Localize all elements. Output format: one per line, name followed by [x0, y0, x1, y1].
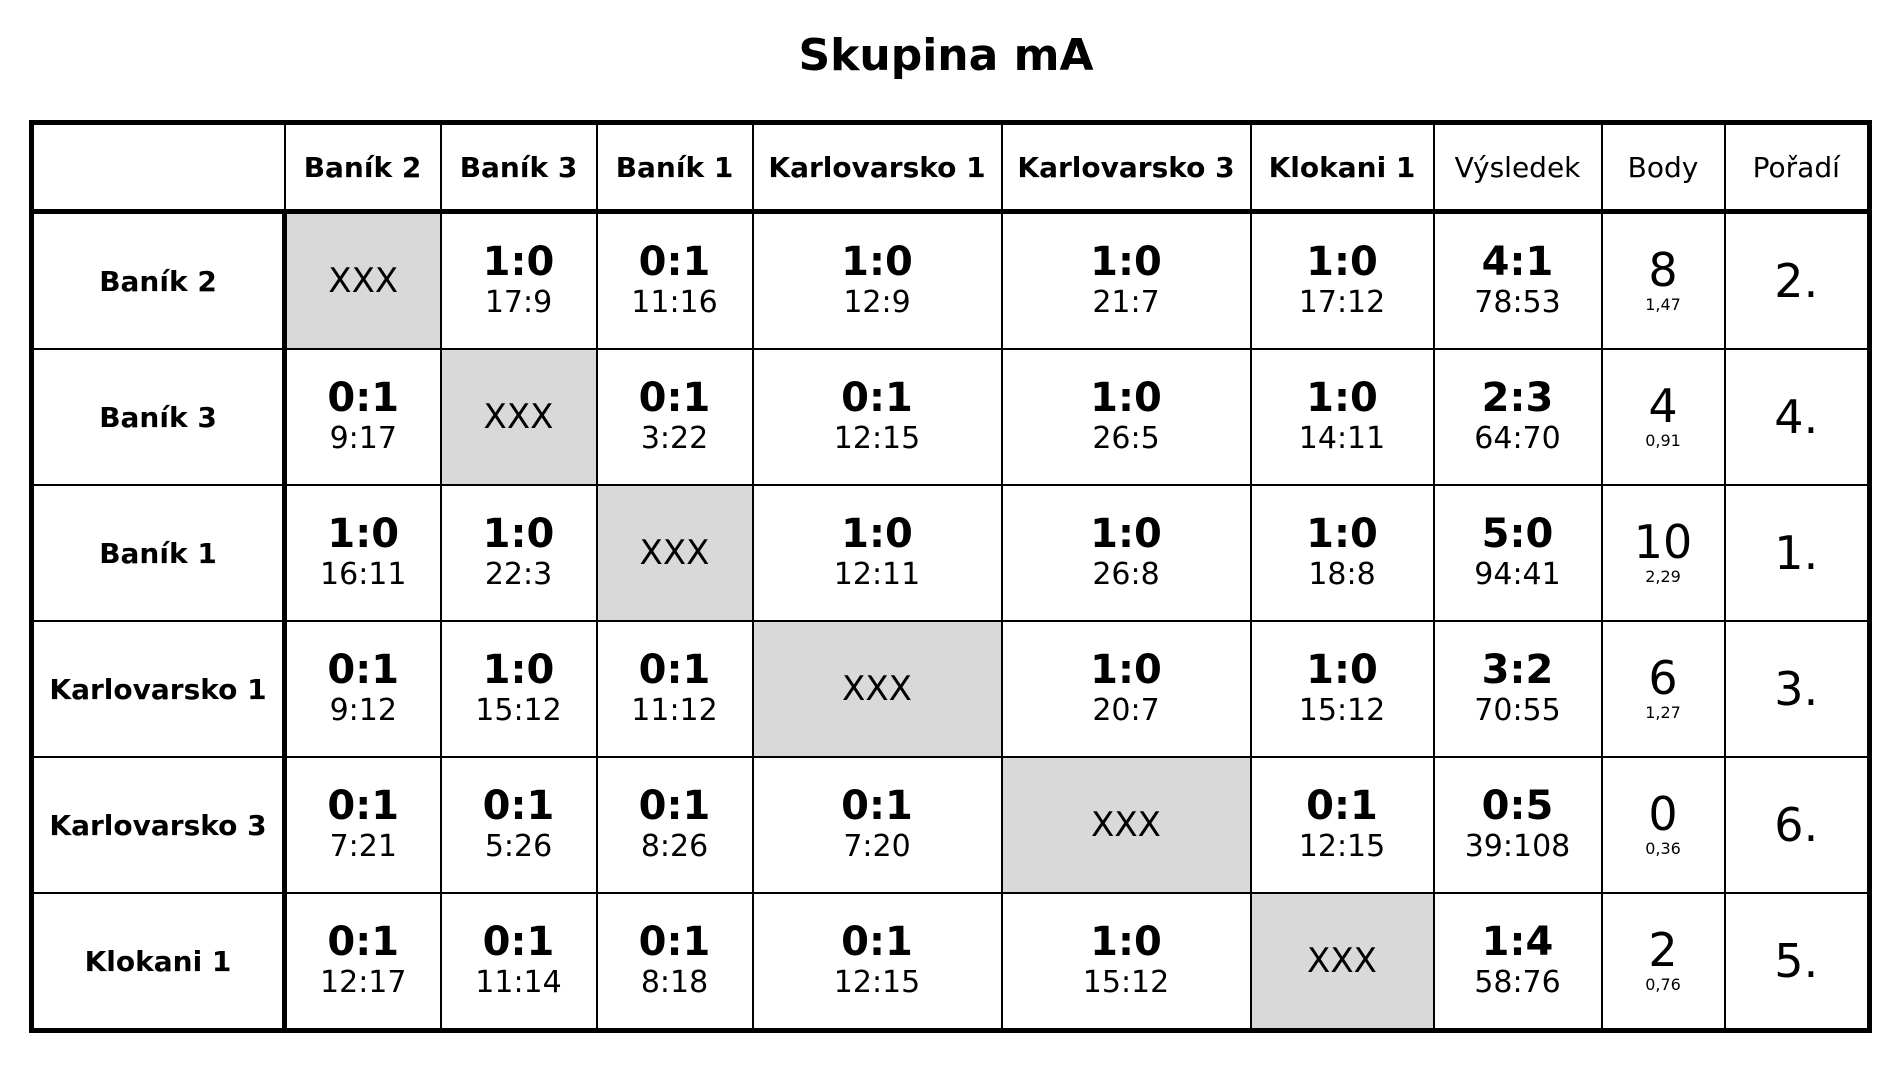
row-header-team: Karlovarsko 3: [32, 757, 285, 893]
points-ratio: 0,36: [1645, 839, 1681, 858]
result-cell: [1434, 349, 1602, 485]
self-match-cell: XXX: [441, 349, 597, 485]
points-ratio: 0,91: [1645, 431, 1681, 450]
match-sets: 14:11: [1298, 421, 1386, 456]
match-sets: 18:8: [1308, 557, 1376, 592]
rank-cell: 6.: [1725, 757, 1870, 893]
match-cell: [597, 212, 753, 350]
table-row: [32, 349, 1870, 485]
result-sets: 94:41: [1474, 557, 1561, 592]
match-cell: [753, 349, 1002, 485]
match-score: 0:1: [327, 783, 400, 829]
result-score: 2:3: [1481, 375, 1554, 421]
match-cell: [1002, 212, 1251, 350]
match-cell: [1002, 893, 1251, 1031]
match-sets: 12:15: [1298, 829, 1386, 864]
match-score: 1:0: [1090, 511, 1162, 557]
result-sets: 78:53: [1474, 285, 1561, 320]
match-cell: [441, 212, 597, 350]
match-sets: 11:14: [475, 965, 562, 1000]
match-score: 1:0: [482, 239, 555, 285]
match-cell: [441, 757, 597, 893]
match-sets: 12:15: [833, 421, 921, 456]
match-score: 0:1: [841, 919, 913, 965]
result-cell: [1434, 485, 1602, 621]
match-cell: [1251, 621, 1434, 757]
match-sets: 20:7: [1092, 693, 1160, 728]
column-header-team: Klokani 1: [1251, 123, 1434, 212]
points-value: 6: [1648, 651, 1678, 705]
points-value: 8: [1648, 243, 1678, 297]
row-header-team: Baník 1: [32, 485, 285, 621]
match-cell: [1251, 212, 1434, 350]
match-sets: 11:12: [631, 693, 718, 728]
match-score: 1:0: [1090, 647, 1162, 693]
match-score: 0:1: [841, 375, 913, 421]
match-sets: 21:7: [1092, 285, 1160, 320]
match-sets: 12:11: [833, 557, 921, 592]
match-score: 0:1: [638, 239, 711, 285]
match-cell: [1002, 349, 1251, 485]
match-sets: 8:26: [640, 829, 709, 864]
row-header-team: Baník 3: [32, 349, 285, 485]
match-score: 0:1: [327, 375, 400, 421]
match-cell: [441, 893, 597, 1031]
result-score: 1:4: [1481, 919, 1554, 965]
table-row: [32, 212, 1870, 350]
group-table: [29, 120, 1872, 1033]
match-sets: 16:11: [320, 557, 407, 592]
match-cell: [441, 621, 597, 757]
match-sets: 15:12: [1082, 965, 1170, 1000]
match-sets: 7:21: [329, 829, 397, 864]
match-sets: 5:26: [484, 829, 553, 864]
rank-cell: 5.: [1725, 893, 1870, 1031]
points-ratio: 0,76: [1645, 975, 1681, 994]
result-cell: [1434, 893, 1602, 1031]
match-cell: [1251, 757, 1434, 893]
match-score: 0:1: [482, 919, 555, 965]
match-score: 1:0: [1090, 239, 1162, 285]
match-score: 0:1: [638, 375, 711, 421]
result-sets: 70:55: [1474, 693, 1561, 728]
result-cell: [1434, 757, 1602, 893]
column-header-team: Baník 1: [597, 123, 753, 212]
match-cell: [597, 893, 753, 1031]
match-cell: [285, 349, 441, 485]
column-header-team: Karlovarsko 1: [753, 123, 1002, 212]
match-score: 0:1: [638, 919, 711, 965]
result-sets: 64:70: [1474, 421, 1561, 456]
match-sets: 3:22: [640, 421, 709, 456]
match-score: 0:1: [327, 919, 400, 965]
points-value: 10: [1633, 515, 1693, 569]
points-ratio: 2,29: [1645, 567, 1681, 586]
match-cell: [753, 757, 1002, 893]
rank-cell: 2.: [1725, 212, 1870, 350]
page-title: Skupina mA: [798, 30, 1094, 81]
row-header-team: Karlovarsko 1: [32, 621, 285, 757]
match-sets: 12:15: [833, 965, 921, 1000]
table-row: [32, 621, 1870, 757]
table-row: [32, 485, 1870, 621]
match-sets: 7:20: [843, 829, 911, 864]
points-cell: [1602, 349, 1725, 485]
match-sets: 12:17: [320, 965, 407, 1000]
match-sets: 15:12: [475, 693, 562, 728]
match-score: 1:0: [1090, 919, 1162, 965]
points-cell: [1602, 485, 1725, 621]
self-match-cell: XXX: [1251, 893, 1434, 1031]
points-cell: [1602, 621, 1725, 757]
match-score: 0:1: [327, 647, 400, 693]
match-sets: 17:9: [484, 285, 553, 320]
header-row: [32, 123, 1870, 212]
match-score: 1:0: [482, 647, 555, 693]
match-score: 0:1: [482, 783, 555, 829]
match-score: 0:1: [841, 783, 913, 829]
match-cell: [597, 621, 753, 757]
table-row: [32, 757, 1870, 893]
match-score: 0:1: [638, 647, 711, 693]
result-sets: 58:76: [1474, 965, 1561, 1000]
result-score: 4:1: [1481, 239, 1554, 285]
match-cell: [285, 621, 441, 757]
match-cell: [753, 485, 1002, 621]
rank-cell: 4.: [1725, 349, 1870, 485]
match-score: 1:0: [1090, 375, 1162, 421]
column-header-team: Karlovarsko 3: [1002, 123, 1251, 212]
match-cell: [1002, 485, 1251, 621]
match-sets: 12:9: [843, 285, 911, 320]
match-score: 1:0: [1306, 375, 1378, 421]
self-match-cell: XXX: [753, 621, 1002, 757]
match-cell: [1251, 349, 1434, 485]
match-cell: [441, 485, 597, 621]
rank-cell: 3.: [1725, 621, 1870, 757]
rank-cell: 1.: [1725, 485, 1870, 621]
match-sets: 9:17: [329, 421, 397, 456]
match-sets: 22:3: [484, 557, 553, 592]
result-cell: [1434, 621, 1602, 757]
points-ratio: 1,27: [1645, 703, 1681, 722]
match-score: 1:0: [841, 239, 913, 285]
match-score: 0:1: [1306, 783, 1378, 829]
result-score: 5:0: [1481, 511, 1554, 557]
match-cell: [1002, 621, 1251, 757]
column-header-points: Body: [1602, 123, 1725, 212]
match-score: 0:1: [638, 783, 711, 829]
match-sets: 8:18: [640, 965, 709, 1000]
match-sets: 15:12: [1298, 693, 1386, 728]
match-sets: 26:5: [1092, 421, 1160, 456]
self-match-cell: XXX: [1002, 757, 1251, 893]
points-value: 2: [1648, 923, 1678, 977]
match-score: 1:0: [327, 511, 400, 557]
column-header-team: Baník 3: [441, 123, 597, 212]
match-cell: [597, 349, 753, 485]
table-row: [32, 893, 1870, 1031]
match-cell: [753, 212, 1002, 350]
points-cell: [1602, 757, 1725, 893]
corner-cell: [32, 123, 285, 212]
match-sets: 9:12: [329, 693, 397, 728]
match-cell: [753, 893, 1002, 1031]
result-score: 0:5: [1481, 783, 1554, 829]
column-header-team: Baník 2: [285, 123, 441, 212]
points-cell: [1602, 212, 1725, 350]
points-ratio: 1,47: [1645, 295, 1681, 314]
row-header-team: Klokani 1: [32, 893, 285, 1031]
column-header-rank: Pořadí: [1725, 123, 1870, 212]
result-sets: 39:108: [1464, 829, 1571, 864]
self-match-cell: XXX: [285, 212, 441, 350]
match-cell: [285, 485, 441, 621]
match-score: 1:0: [841, 511, 913, 557]
points-value: 4: [1648, 379, 1678, 433]
self-match-cell: XXX: [597, 485, 753, 621]
match-sets: 17:12: [1298, 285, 1386, 320]
match-cell: [597, 757, 753, 893]
points-value: 0: [1648, 787, 1678, 841]
match-sets: 11:16: [631, 285, 718, 320]
match-score: 1:0: [1306, 511, 1378, 557]
match-cell: [1251, 485, 1434, 621]
match-score: 1:0: [1306, 239, 1378, 285]
column-header-result: Výsledek: [1434, 123, 1602, 212]
result-score: 3:2: [1481, 647, 1554, 693]
points-cell: [1602, 893, 1725, 1031]
match-score: 1:0: [482, 511, 555, 557]
row-header-team: Baník 2: [32, 212, 285, 350]
match-cell: [285, 757, 441, 893]
match-score: 1:0: [1306, 647, 1378, 693]
result-cell: [1434, 212, 1602, 350]
match-cell: [285, 893, 441, 1031]
match-sets: 26:8: [1092, 557, 1160, 592]
